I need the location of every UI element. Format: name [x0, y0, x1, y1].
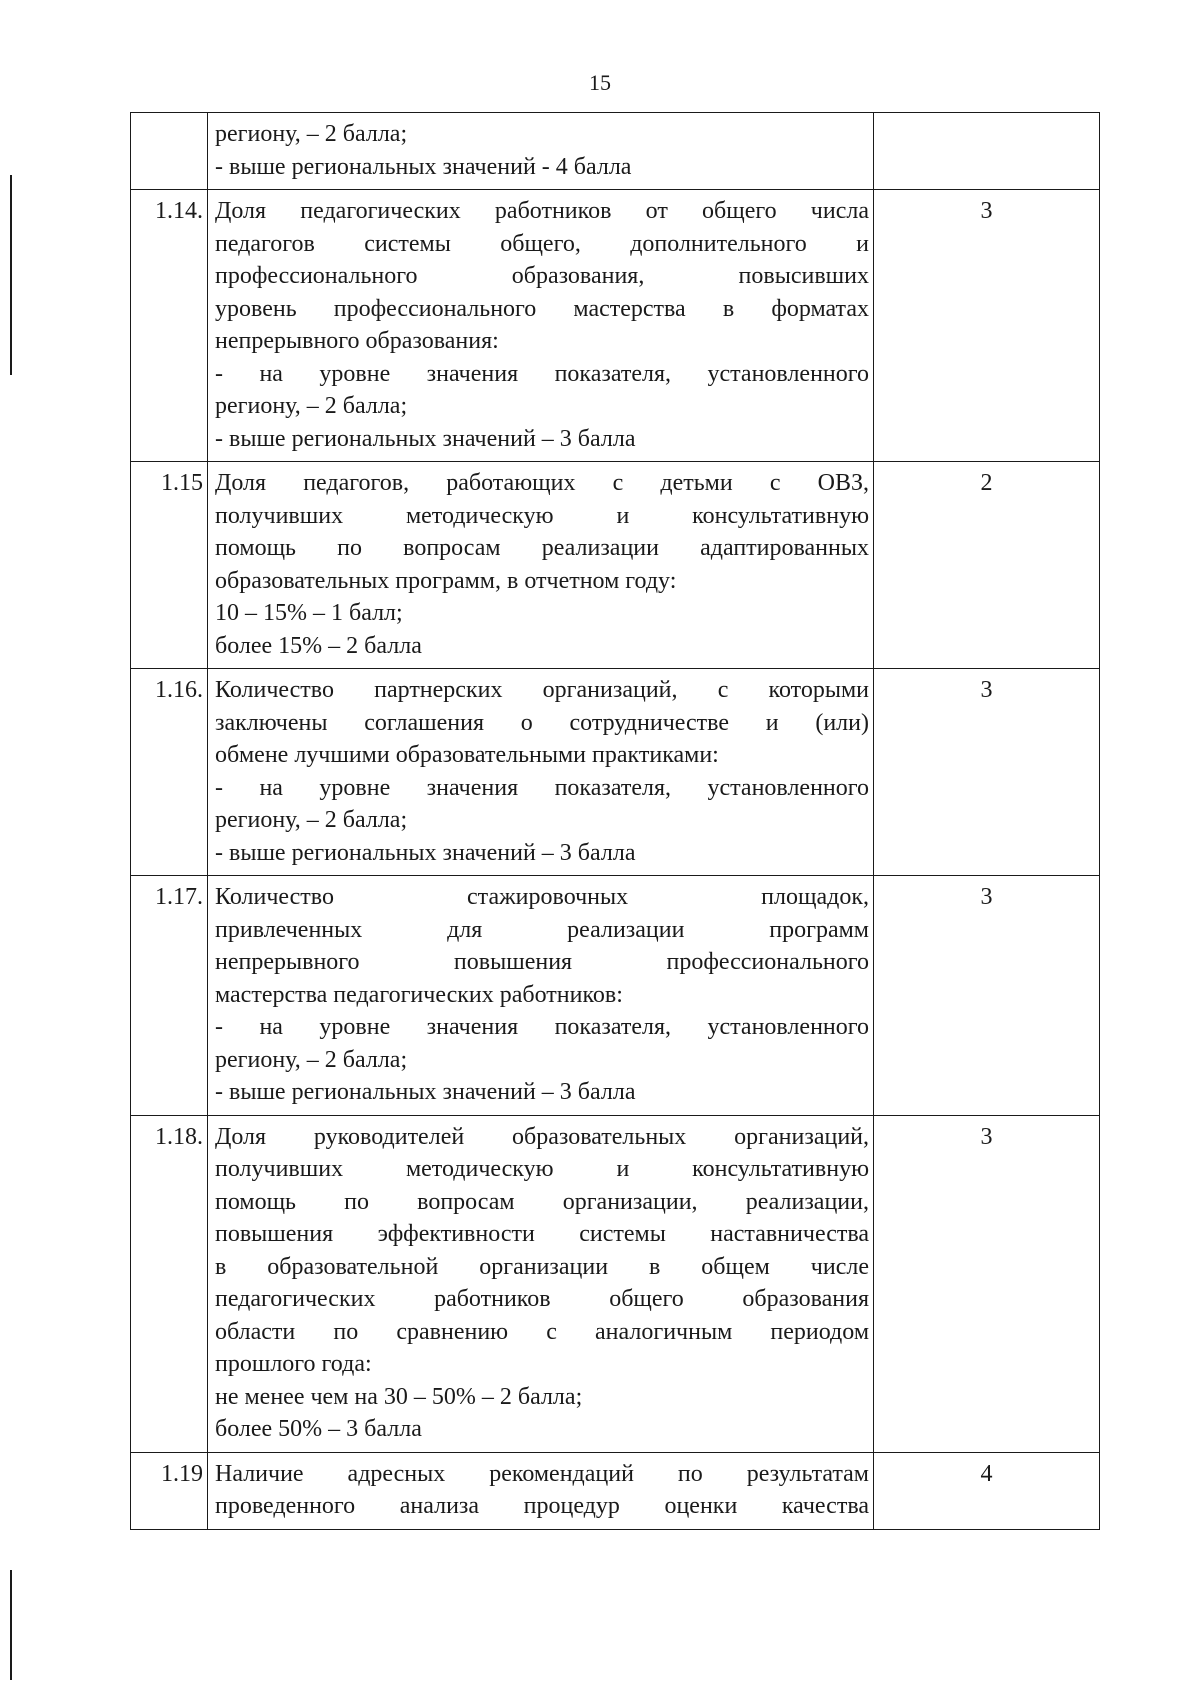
criterion-text-cell [208, 1115, 874, 1452]
table-row [131, 669, 1100, 876]
criterion-text-line: региону, – 2 балла; [215, 121, 408, 147]
criteria-table-body [131, 113, 1100, 1530]
criterion-text-line: - на уровне значения показателя, установленного [215, 360, 869, 387]
criterion-text-line: региону, – 2 балла; [215, 1046, 408, 1073]
row-number-cell: 1.17. [131, 876, 208, 1116]
criterion-text-line: обмене лучшими образовательными практиками: [215, 742, 719, 768]
criterion-text-line: Доля педагогических работников от общего числа [215, 198, 869, 224]
table-row [131, 1452, 1100, 1529]
table-row [131, 1115, 1100, 1452]
criterion-text-line: Доля руководителей образовательных организаций, [215, 1123, 869, 1150]
criterion-text-line: не менее чем на 30 – 50% – 2 балла; [215, 1383, 583, 1410]
row-number-cell: 1.14. [131, 190, 208, 462]
table-row [131, 190, 1100, 462]
criterion-text-line: помощь по вопросам реализации адаптированных [215, 535, 869, 561]
criterion-text-line: - выше региональных значений – 3 балла [215, 839, 636, 866]
criterion-text-cell [208, 190, 874, 462]
table-row [131, 462, 1100, 669]
criterion-text-line: региону, – 2 балла; [215, 393, 408, 419]
scan-margin-mark [10, 175, 12, 375]
criterion-text-line: - на уровне значения показателя, установленного [215, 774, 869, 801]
table-row [131, 113, 1100, 190]
max-score-cell: 3 [874, 1115, 1100, 1452]
criterion-text-cell [208, 1452, 874, 1529]
row-number-cell: 1.19 [131, 1452, 208, 1529]
criterion-text-line: непрерывного повышения профессионального [215, 949, 869, 975]
criterion-text-line: повышения эффективности системы наставничества [215, 1221, 869, 1247]
scan-margin-mark [10, 1570, 12, 1680]
max-score-cell: 3 [874, 876, 1100, 1116]
criterion-text-line: помощь по вопросам организации, реализации, [215, 1188, 869, 1215]
criterion-text-line: региону, – 2 балла; [215, 807, 408, 833]
criterion-text-line: получивших методическую и консультативную [215, 502, 869, 529]
page-number: 15 [589, 70, 611, 95]
criterion-text-line: привлеченных для реализации программ [215, 916, 869, 943]
criterion-text-line: Наличие адресных рекомендаций по результатам [215, 1460, 869, 1487]
criterion-text-line: - выше региональных значений – 3 балла [215, 425, 636, 452]
criterion-text-line: прошлого года: [215, 1351, 372, 1377]
criterion-text-line: образовательных программ, в отчетном году: [215, 567, 677, 594]
max-score-cell: 2 [874, 462, 1100, 669]
criterion-text-line: заключены соглашения о сотрудничестве и (или) [215, 709, 869, 736]
max-score-cell: 4 [874, 1452, 1100, 1529]
criterion-text-line: - выше региональных значений - 4 балла [215, 153, 632, 180]
criteria-table [130, 112, 1100, 1530]
criterion-text-line: профессионального образования, повысивших [215, 263, 869, 289]
row-number-cell [131, 113, 208, 190]
max-score-cell: 3 [874, 190, 1100, 462]
criterion-text-line: области по сравнению с аналогичным периодом [215, 1318, 869, 1345]
criterion-text-line: получивших методическую и консультативную [215, 1156, 869, 1182]
criterion-text-line: Количество партнерских организаций, с которыми [215, 677, 869, 703]
criterion-text-line: педагогических работников общего образования [215, 1286, 869, 1312]
criterion-text-cell [208, 113, 874, 190]
criterion-text-cell [208, 669, 874, 876]
max-score-cell: 3 [874, 669, 1100, 876]
criterion-text-line: 10 – 15% – 1 балл; [215, 600, 403, 626]
row-number-cell: 1.18. [131, 1115, 208, 1452]
criterion-text-line: - выше региональных значений – 3 балла [215, 1079, 636, 1105]
criterion-text-cell [208, 462, 874, 669]
criterion-text-cell [208, 876, 874, 1116]
max-score-cell [874, 113, 1100, 190]
criterion-text-line: более 15% – 2 балла [215, 632, 422, 659]
criterion-text-line: в образовательной организации в общем числе [215, 1253, 869, 1280]
criterion-text-line: мастерства педагогических работников: [215, 981, 623, 1008]
criterion-text-line: Доля педагогов, работающих с детьми с ОВЗ, [215, 470, 869, 496]
criterion-text-line: - на уровне значения показателя, установленного [215, 1014, 869, 1040]
criterion-text-line: педагогов системы общего, дополнительного и [215, 230, 869, 257]
row-number-cell: 1.15 [131, 462, 208, 669]
criterion-text-line: уровень профессионального мастерства в форматах [215, 295, 869, 322]
criterion-text-line: более 50% – 3 балла [215, 1416, 422, 1442]
criterion-text-line: непрерывного образования: [215, 328, 499, 354]
table-row [131, 876, 1100, 1116]
criterion-text-line: Количество стажировочных площадок, [215, 884, 869, 910]
criterion-text-line: проведенного анализа процедур оценки качества [215, 1493, 869, 1519]
row-number-cell: 1.16. [131, 669, 208, 876]
